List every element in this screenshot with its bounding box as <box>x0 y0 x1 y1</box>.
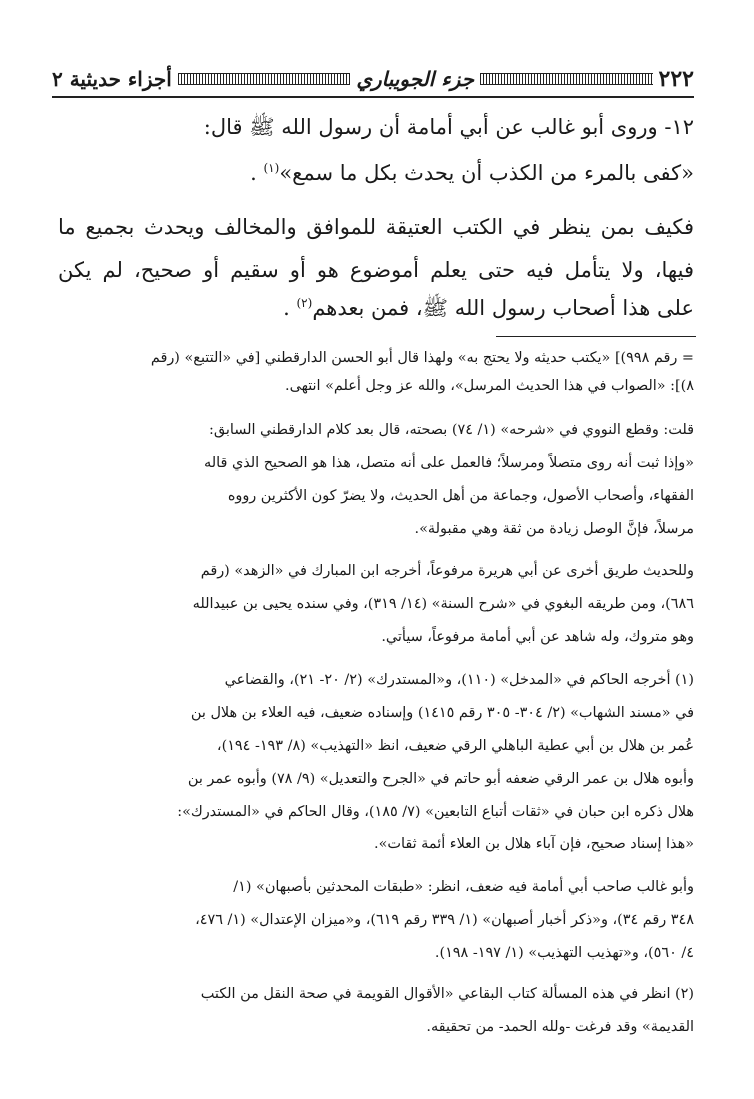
footnote-line: قلت: وقطع النووي في «شرحه» (١/ ٧٤) بصحته، قال بعد كلام الدارقطني السابق: <box>209 422 694 438</box>
hadith-quote-line: «كفى بالمرء من الكذب أن يحدث بكل ما سمع»$^{(١)}$ . <box>250 161 694 185</box>
footnote-line: في «مسند الشهاب» (٢/ ٣٠٤- ٣٠٥ رقم ١٤١٥) وإسناده ضعيف، فيه العلاء بن هلال بن <box>190 705 694 721</box>
footnote-separator <box>496 336 696 337</box>
paragraph-line: على هذا أصحاب رسول الله ﷺ، فمن بعدهم$^{(٢)}$ . <box>283 296 694 320</box>
part-title: جزء الجويباري <box>356 67 475 91</box>
footnote-line: القديمة» وقد فرغت -ولله الحمد- من تحقيقه. <box>426 1019 694 1035</box>
footnote-line: ٨)]: «الصواب في هذا الحديث المرسل»، والله عز وجل أعلم» انتهى. <box>285 378 694 394</box>
book-title: أجزاء حديثية ٢ <box>52 67 172 91</box>
header-ornament-bar <box>178 73 351 85</box>
footnote-line: ٣٤٨ رقم ٣٤)، و«ذكر أخبار أصبهان» (١/ ٣٣٩ رقم ٦١٩)، و«ميزان الإعتدال» (١/ ٤٧٦، <box>195 912 694 928</box>
paragraph-line: فكيف بمن ينظر في الكتب العتيقة للموافق والمخالف ويحدث بجميع ما <box>58 215 694 239</box>
footnote-line: وهو متروك، وله شاهد عن أبي أمامة مرفوعاً، سيأتي. <box>381 629 694 645</box>
hadith-intro-line: ١٢- وروى أبو غالب عن أبي أمامة أن رسول الله ﷺ قال: <box>203 115 694 139</box>
footnote-line: الفقهاء، وأصحاب الأصول، وجماعة من أهل الحديث، ولا يضرّ كون الأكثرين رووه <box>227 488 694 504</box>
footnote-line: هلال ذكره ابن حبان في «ثقات أتباع التابعين» (٧/ ١٨٥)، وقال الحاكم في «المستدرك»: <box>177 804 694 820</box>
footnote-mark: (١) <box>263 161 280 175</box>
footnote-line: ٤/ ٥٦٠)، و«تهذيب التهذيب» (١/ ١٩٧- ١٩٨). <box>434 945 694 961</box>
footnote-line: وأبوه هلال بن عمر الرقي ضعفه أبو حاتم في «الجرح والتعديل» (٩/ ٧٨) وأبوه عمر بن <box>187 771 694 787</box>
footnote-mark: (٢) <box>296 296 313 310</box>
footnote-line: مرسلاً، فإنَّ الوصل زيادة من ثقة وهي مقبولة». <box>414 521 694 537</box>
footnote-line: عُمر بن هلال بن أبي عطية الباهلي الرقي ضعيف، انظ «التهذيب» (٨/ ١٩٣- ١٩٤)، <box>216 738 694 754</box>
footnote-line: وللحديث طريق أخرى عن أبي هريرة مرفوعاً، أخرجه ابن المبارك في «الزهد» (رقم <box>200 563 694 579</box>
header-rule <box>52 96 694 98</box>
footnote-line: = رقم ٩٩٨)] «يكتب حديثه ولا يحتج به» ولهذا قال أبو الحسن الدارقطني [في «التتبع» (رقم <box>150 350 694 366</box>
paragraph-line: فيها، ولا يتأمل فيه حتى يعلم أموضوع هو أو سقيم أو صحيح، لم يكن <box>58 258 694 282</box>
footnote-line: (١) أخرجه الحاكم في «المدخل» (١١٠)، و«المستدرك» (٢/ ٢٠- ٢١)، والقضاعي <box>224 672 694 688</box>
footnote-line: ٦٨٦)، ومن طريقه البغوي في «شرح السنة» (١٤/ ٣١٩)، وفي سنده يحيى بن عبيدالله <box>192 596 694 612</box>
header-ornament-bar <box>480 73 653 85</box>
page-number: ٢٢٢ <box>658 66 694 92</box>
footnote-line: وأبو غالب صاحب أبي أمامة فيه ضعف، انظر: «طبقات المحدثين بأصبهان» (١/ <box>233 879 694 895</box>
footnote-line: «وإذا ثبت أنه روى متصلاً ومرسلاً؛ فالعمل على أنه متصل، هذا هو الصحيح الذي قاله <box>204 455 694 471</box>
footnote-line: (٢) انظر في هذه المسألة كتاب البقاعي «الأقوال القويمة في صحة النقل من الكتب <box>200 986 694 1002</box>
running-header <box>52 62 694 96</box>
footnote-line: «هذا إسناد صحيح، فإن آباء هلال بن العلاء أئمة ثقات». <box>374 836 694 852</box>
